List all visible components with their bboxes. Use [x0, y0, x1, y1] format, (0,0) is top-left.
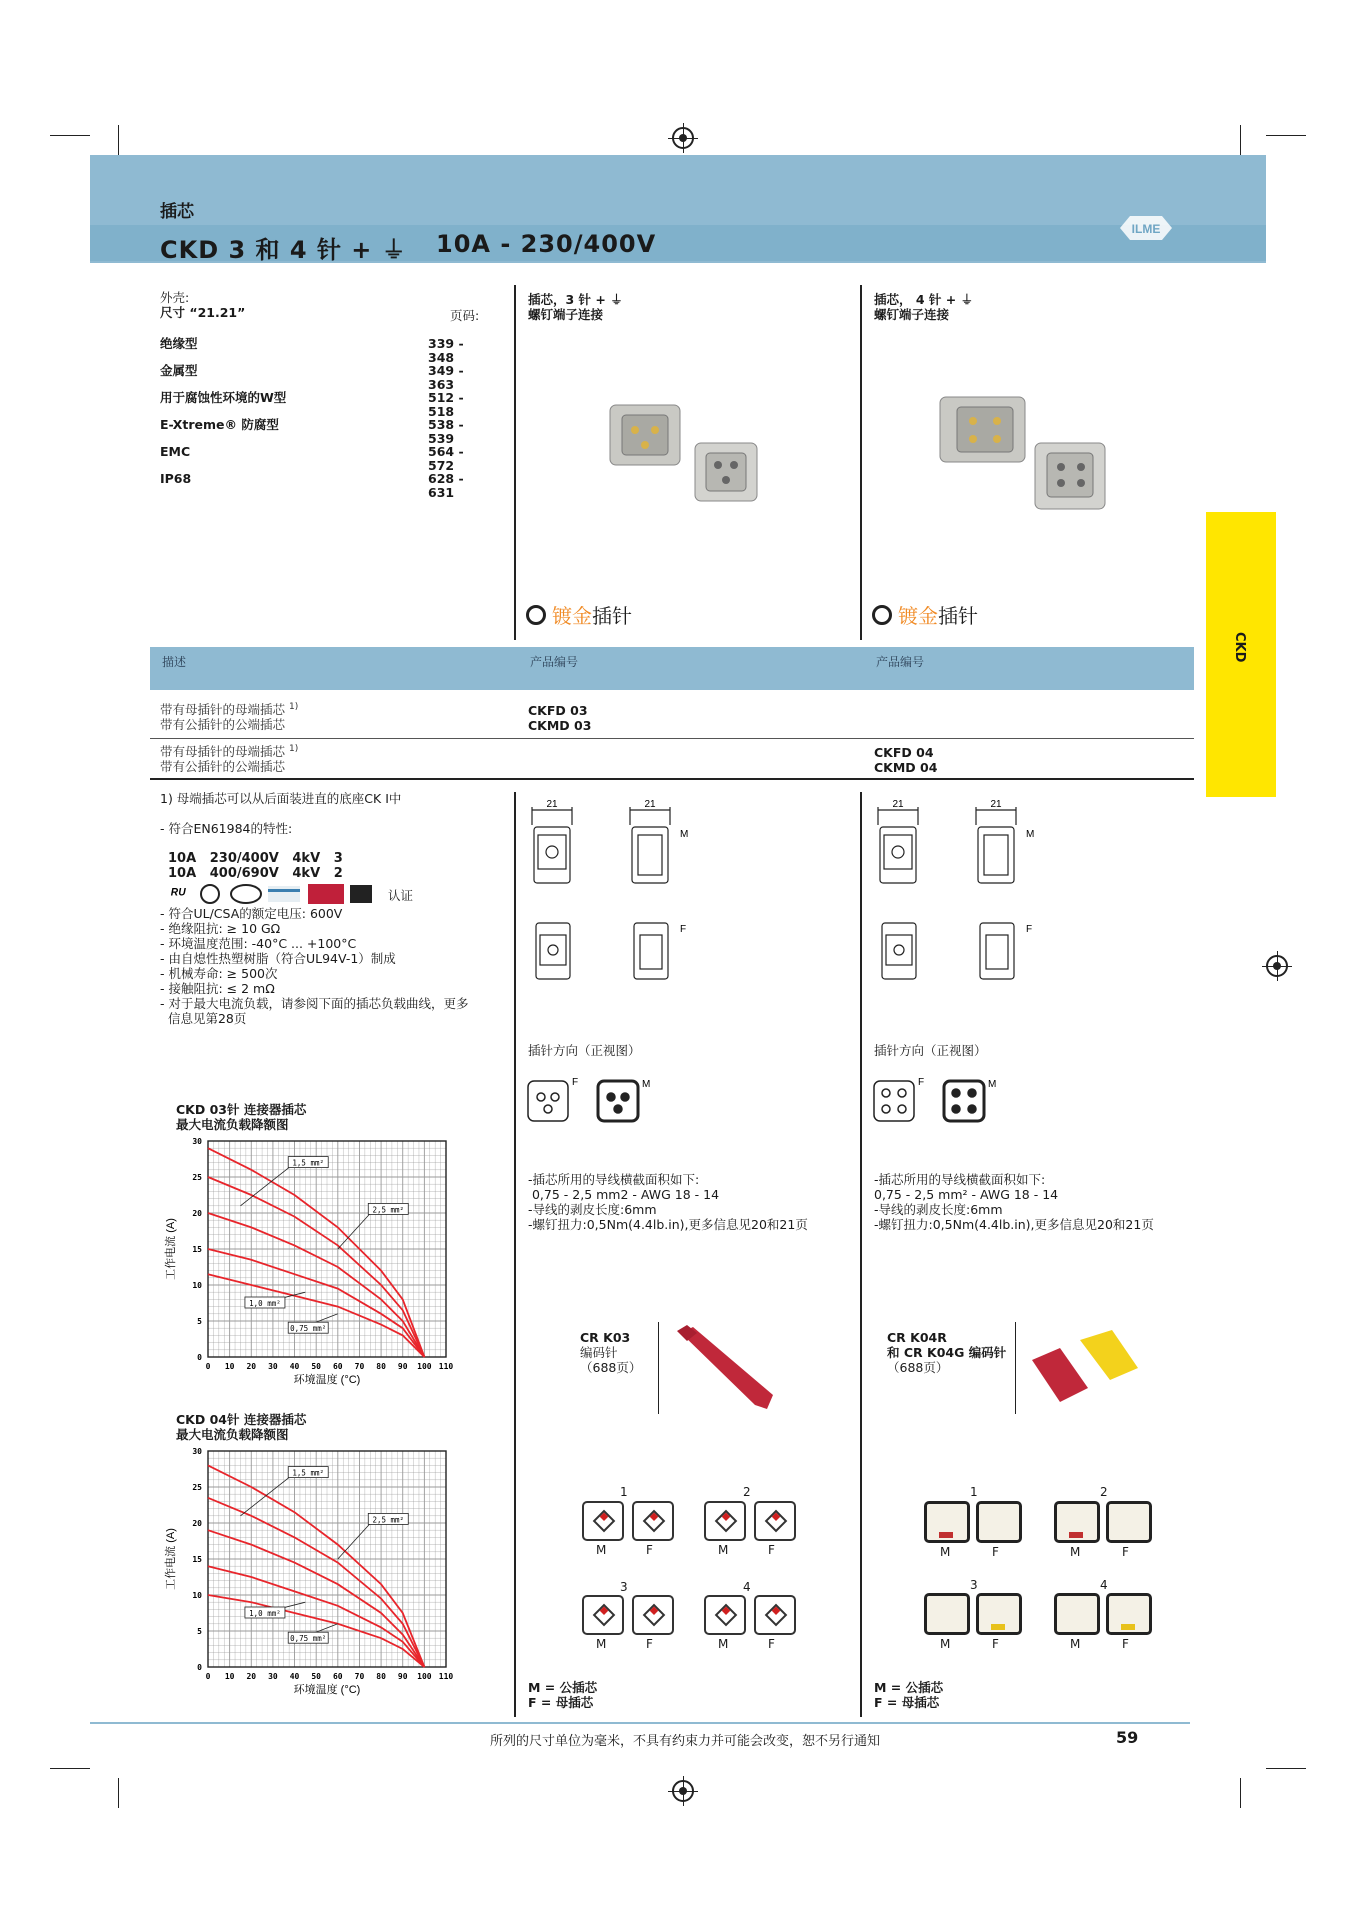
series-annotation: 1,5 mm²: [292, 1468, 325, 1478]
male-label: M: [680, 829, 689, 840]
brand-logo-icon: [1120, 213, 1172, 243]
female-label: F: [992, 1545, 999, 1559]
coding-pin-red-icon: [675, 1325, 780, 1415]
crop-mark: [1266, 135, 1306, 136]
annotation-leader: [240, 1167, 290, 1206]
series-annotation: 0,75 mm²: [290, 1634, 327, 1644]
housing-row-name: 金属型: [160, 363, 198, 378]
housing-row-pages: 628 - 631: [428, 471, 464, 500]
search-icon: [872, 605, 892, 625]
x-tick-label: 10: [224, 1672, 235, 1681]
chart-title: CKD 04针 连接器插芯: [176, 1412, 307, 1427]
x-axis-label: 环境温度 (°C): [293, 1684, 361, 1696]
wire-line: 0,75 - 2,5 mm2 - AWG 18 - 14: [528, 1187, 720, 1202]
housing-row-name: E-Xtreme® 防腐型: [160, 417, 279, 432]
row-desc: 带有公插针的公端插芯: [160, 717, 286, 733]
coding-box: [976, 1501, 1022, 1543]
housing-size: 尺寸 “21.21”: [160, 305, 246, 320]
row-footnote-ref: 1): [289, 744, 299, 754]
coding-number: 4: [743, 1580, 751, 1594]
page-rating: 10A - 230/400V: [436, 230, 657, 258]
spec-line: 10A 400/690V 4kV 2: [168, 866, 343, 881]
row-footnote-ref: 1): [289, 702, 299, 712]
legend-male: M = 公插芯: [528, 1680, 598, 1695]
female-label: F: [1122, 1637, 1129, 1651]
wire-line: -导线的剥皮长度:6mm: [528, 1202, 657, 1217]
chart-04-heading: [176, 1412, 306, 1442]
housing-row-pages: 538 - 539: [428, 417, 464, 446]
housing-row-name: IP68: [160, 471, 192, 486]
dimension-drawing-3pin: [520, 795, 720, 985]
y-tick-label: 10: [192, 1281, 202, 1290]
housing-label-line: 外壳:: [160, 290, 190, 305]
housing-row: [160, 337, 490, 364]
footnote: 1) 母端插芯可以从后面装进直的底座CK I中: [160, 791, 402, 806]
col4-title: [874, 292, 973, 322]
x-tick-label: 60: [332, 1362, 343, 1371]
coding-box: [1106, 1593, 1152, 1635]
wire-line: -螺钉扭力:0,5Nm(4.4lb.in),更多信息见20和21页: [528, 1217, 808, 1232]
product-code: CKFD 03: [528, 703, 588, 718]
coding-desc: 编码针: [580, 1345, 618, 1360]
series-annotation: 0,75 mm²: [290, 1324, 327, 1334]
y-tick-label: 5: [197, 1627, 202, 1636]
legend-col4: [874, 1680, 943, 1710]
coding-number: 1: [970, 1485, 978, 1499]
coding-diagram-col4: [910, 1485, 1160, 1665]
header-kicker: 插芯: [160, 202, 194, 222]
male-label: M: [596, 1637, 607, 1651]
male-label: M: [940, 1545, 951, 1559]
footer-rule: [90, 1722, 1190, 1724]
wire-info-col3: [528, 1172, 808, 1232]
female-label: F: [1026, 924, 1033, 935]
table-header: [150, 647, 1194, 690]
coding-page: （688页）: [887, 1360, 949, 1375]
x-tick-label: 70: [354, 1362, 365, 1371]
brand-logo-text: ILME: [1131, 222, 1161, 236]
female-label: F: [1122, 1545, 1129, 1559]
annotation-leader: [240, 1477, 290, 1516]
x-tick-label: 60: [332, 1672, 343, 1681]
male-label: M: [988, 1079, 997, 1090]
dim-label: 21: [644, 799, 656, 810]
coding-box: [1054, 1501, 1100, 1543]
coding-box: [924, 1593, 970, 1635]
spec-item: 信息见第28页: [160, 1011, 247, 1026]
housing-row-pages: 339 - 348: [428, 336, 464, 365]
series-annotation: 2,5 mm²: [372, 1515, 405, 1525]
crop-mark: [118, 1778, 119, 1808]
housing-row: [160, 364, 490, 391]
column-divider: [514, 285, 516, 640]
coding-number: 2: [743, 1485, 751, 1499]
coding-box: [754, 1501, 796, 1541]
col4-title-line: 螺钉端子连接: [874, 307, 950, 322]
male-label: M: [940, 1637, 951, 1651]
series-annotation: 1,0 mm²: [249, 1609, 281, 1618]
registration-mark-icon: [672, 1780, 694, 1802]
female-label: F: [918, 1077, 925, 1088]
coding-number: 3: [620, 1580, 628, 1594]
spec-item: - 绝缘阻抗: ≥ 10 GΩ: [160, 921, 281, 936]
housing-row-pages: 512 - 518: [428, 390, 464, 419]
x-tick-label: 110: [438, 1362, 454, 1371]
housing-row-name: 用于腐蚀性环境的W型: [160, 390, 287, 405]
coding-box: [754, 1595, 796, 1635]
gold-pins-search-col3[interactable]: [526, 600, 632, 629]
search-icon: [526, 605, 546, 625]
column-divider: [860, 792, 862, 1717]
coding-box: [976, 1593, 1022, 1635]
crop-mark: [1240, 125, 1241, 155]
column-divider: [860, 285, 862, 640]
dim-label: 21: [546, 799, 558, 810]
side-index-tab: [1206, 512, 1276, 797]
product-code: CKMD 04: [874, 760, 938, 775]
coding-code: CR K04R: [887, 1330, 947, 1345]
pin-direction-label: 插针方向（正视图）: [874, 1043, 987, 1058]
x-tick-label: 100: [417, 1672, 432, 1681]
spec-line: 10A 230/400V 4kV 3: [168, 851, 343, 866]
male-label: M: [718, 1637, 729, 1651]
y-tick-label: 0: [197, 1353, 202, 1362]
row-divider: [150, 778, 1194, 780]
crop-mark: [50, 135, 90, 136]
table-row-codes: [528, 703, 591, 733]
housing-row-name: 绝缘型: [160, 336, 198, 351]
x-tick-label: 90: [397, 1362, 408, 1371]
coding-box: [632, 1501, 674, 1541]
coding-pin-col3: [580, 1330, 641, 1375]
y-tick-label: 30: [192, 1447, 202, 1456]
series-annotation: 1,0 mm²: [249, 1299, 281, 1308]
spec-item: - 环境温度范围: -40°C ... +100°C: [160, 936, 357, 951]
coding-number: 2: [1100, 1485, 1108, 1499]
female-label: F: [680, 924, 687, 935]
col3-title-line: 螺钉端子连接: [528, 307, 604, 322]
product-code: CKMD 03: [528, 718, 592, 733]
female-label: F: [768, 1637, 775, 1651]
x-tick-label: 110: [438, 1672, 454, 1681]
housing-row-pages: 349 - 363: [428, 363, 464, 392]
x-tick-label: 40: [289, 1362, 300, 1371]
row-desc: 带有母插针的母端插芯: [160, 702, 286, 718]
spec-item: - 机械寿命: ≥ 500次: [160, 966, 278, 981]
registration-mark-icon: [1266, 955, 1288, 977]
x-tick-label: 0: [205, 1672, 211, 1681]
standard-note: - 符合EN61984的特性:: [160, 821, 293, 836]
legend-male: M = 公插芯: [874, 1680, 944, 1695]
pin-face-3pin: [526, 1075, 666, 1125]
legend-female: F = 母插芯: [528, 1695, 594, 1710]
table-row: [160, 742, 298, 774]
x-tick-label: 40: [289, 1672, 300, 1681]
x-tick-label: 80: [376, 1362, 386, 1371]
crop-mark: [118, 125, 119, 155]
spec-item: - 对于最大电流负载，请参阅下面的插芯负载曲线，更多: [160, 996, 469, 1011]
chart-subtitle: 最大电流负载降额图: [176, 1427, 289, 1442]
table-row-codes: [874, 745, 937, 775]
spec-item: - 由自熄性热塑树脂（符合UL94V-1）制成: [160, 951, 396, 966]
registration-mark-icon: [672, 127, 694, 149]
y-tick-label: 5: [197, 1317, 202, 1326]
row-divider: [150, 738, 1194, 739]
page-number: 59: [1116, 1728, 1139, 1747]
x-tick-label: 80: [376, 1672, 386, 1681]
svg-text:ᴿᵁ: ᴿᵁ: [170, 886, 186, 903]
y-axis-label: 工作电流 (A): [165, 1218, 177, 1280]
y-tick-label: 0: [197, 1663, 202, 1672]
coding-desc: 和 CR K04G 编码针: [887, 1345, 1007, 1360]
pin-direction-label: 插针方向（正视图）: [528, 1043, 641, 1058]
crop-mark: [1240, 1778, 1241, 1808]
housing-row: [160, 472, 490, 499]
row-desc: 带有公插针的公端插芯: [160, 759, 286, 775]
housing-list: [160, 337, 490, 499]
x-tick-label: 50: [311, 1362, 322, 1371]
wire-line: -插芯所用的导线横截面积如下:: [528, 1172, 700, 1187]
male-label: M: [1070, 1637, 1081, 1651]
coding-box: [924, 1501, 970, 1543]
coding-pin-col4: [887, 1330, 1006, 1375]
coding-pin-red-yellow-icon: [1030, 1330, 1140, 1405]
spec-list: [160, 906, 500, 1026]
female-label: F: [646, 1543, 653, 1557]
table-row: [160, 700, 298, 732]
cert-suffix: 认证: [388, 888, 414, 903]
certification-logos-icon: [168, 883, 383, 905]
series-annotation: 1,5 mm²: [292, 1158, 325, 1168]
spec-item: - 接触阻抗: ≤ 2 mΩ: [160, 981, 275, 996]
derating-chart-03: [160, 1135, 460, 1400]
y-tick-label: 20: [192, 1519, 202, 1528]
coding-number: 1: [620, 1485, 628, 1499]
coding-number: 4: [1100, 1578, 1108, 1592]
x-tick-label: 30: [268, 1362, 278, 1371]
pin-face-4pin: [872, 1075, 1012, 1125]
side-tab-label: CKD: [1232, 632, 1247, 663]
spec-item: - 符合UL/CSA的额定电压: 600V: [160, 906, 343, 921]
column-divider: [514, 792, 516, 1717]
coding-box: [1106, 1501, 1152, 1543]
x-axis-label: 环境温度 (°C): [293, 1374, 361, 1386]
x-tick-label: 10: [224, 1362, 235, 1371]
housing-label: [160, 290, 245, 320]
y-axis-label: 工作电流 (A): [165, 1528, 177, 1590]
y-tick-label: 25: [192, 1173, 202, 1182]
coding-box: [704, 1595, 746, 1635]
female-label: F: [572, 1077, 579, 1088]
coding-code: CR K03: [580, 1330, 631, 1345]
coding-divider: [658, 1322, 659, 1414]
dim-label: 21: [892, 799, 904, 810]
x-tick-label: 90: [397, 1672, 408, 1681]
dim-label: 21: [990, 799, 1002, 810]
y-tick-label: 10: [192, 1591, 202, 1600]
y-tick-label: 20: [192, 1209, 202, 1218]
coding-box: [1054, 1593, 1100, 1635]
coding-number: 3: [970, 1578, 978, 1592]
wire-line: -螺钉扭力:0,5Nm(4.4lb.in),更多信息见20和21页: [874, 1217, 1154, 1232]
x-tick-label: 20: [246, 1672, 257, 1681]
col4-title-line: 插芯， 4 针 + ⏚: [874, 292, 974, 307]
male-label: M: [1026, 829, 1035, 840]
wire-line: -导线的剥皮长度:6mm: [874, 1202, 1003, 1217]
male-label: M: [1070, 1545, 1081, 1559]
crop-mark: [50, 1768, 90, 1769]
col3-title-line: 插芯，3 针 + ⏚: [528, 292, 623, 307]
dimension-drawing-4pin: [866, 795, 1066, 985]
coding-box: [582, 1595, 624, 1635]
coding-divider: [1015, 1322, 1016, 1414]
housing-row-pages: 564 - 572: [428, 444, 464, 473]
search-highlight: 镀金: [898, 604, 938, 628]
coding-box: [582, 1501, 624, 1541]
y-tick-label: 15: [192, 1555, 202, 1564]
table-header-code: 产品编号: [876, 655, 925, 669]
product-photo-4pin: [935, 385, 1125, 520]
search-label: 插针: [938, 604, 978, 628]
x-tick-label: 30: [268, 1672, 278, 1681]
coding-page: （688页）: [580, 1360, 642, 1375]
y-tick-label: 25: [192, 1483, 202, 1492]
x-tick-label: 20: [246, 1362, 257, 1371]
series-annotation: 2,5 mm²: [372, 1205, 405, 1215]
row-desc: 带有母插针的母端插芯: [160, 744, 286, 760]
legend-female: F = 母插芯: [874, 1695, 940, 1710]
male-label: M: [596, 1543, 607, 1557]
crop-mark: [1266, 1768, 1306, 1769]
female-label: F: [992, 1637, 999, 1651]
x-tick-label: 50: [311, 1672, 322, 1681]
y-tick-label: 30: [192, 1137, 202, 1146]
search-label: 插针: [592, 604, 632, 628]
chart-title: CKD 03针 连接器插芯: [176, 1102, 307, 1117]
search-highlight: 镀金: [552, 604, 592, 628]
gold-pins-search-col4[interactable]: [872, 600, 978, 629]
housing-row: [160, 418, 490, 445]
housing-row-name: EMC: [160, 444, 191, 459]
x-tick-label: 100: [417, 1362, 432, 1371]
legend-col3: [528, 1680, 597, 1710]
col3-title: [528, 292, 623, 322]
coding-box: [632, 1595, 674, 1635]
coding-diagram-col3: [560, 1485, 800, 1665]
derating-chart-04: [160, 1445, 460, 1710]
wire-line: 0,75 - 2,5 mm² - AWG 18 - 14: [874, 1187, 1059, 1202]
y-tick-label: 15: [192, 1245, 202, 1254]
female-label: F: [646, 1637, 653, 1651]
x-tick-label: 70: [354, 1672, 365, 1681]
product-code: CKFD 04: [874, 745, 934, 760]
chart-03-heading: [176, 1102, 306, 1132]
wire-line: -插芯所用的导线横截面积如下:: [874, 1172, 1046, 1187]
wire-info-col4: [874, 1172, 1154, 1232]
x-tick-label: 0: [205, 1362, 211, 1371]
table-header-code: 产品编号: [530, 655, 579, 669]
table-header-desc: 描述: [162, 655, 187, 669]
female-label: F: [768, 1543, 775, 1557]
footer-disclaimer: 所列的尺寸单位为毫米，不具有约束力并可能会改变，恕不另行通知: [490, 1734, 881, 1749]
coding-box: [704, 1501, 746, 1541]
housing-row: [160, 391, 490, 418]
product-photo-3pin: [600, 395, 780, 515]
page-ref-label: 页码:: [450, 308, 480, 323]
housing-row: [160, 445, 490, 472]
male-label: M: [642, 1079, 651, 1090]
chart-subtitle: 最大电流负载降额图: [176, 1117, 289, 1132]
male-label: M: [718, 1543, 729, 1557]
page-title: CKD 3 和 4 针 + ⏚: [160, 236, 407, 264]
